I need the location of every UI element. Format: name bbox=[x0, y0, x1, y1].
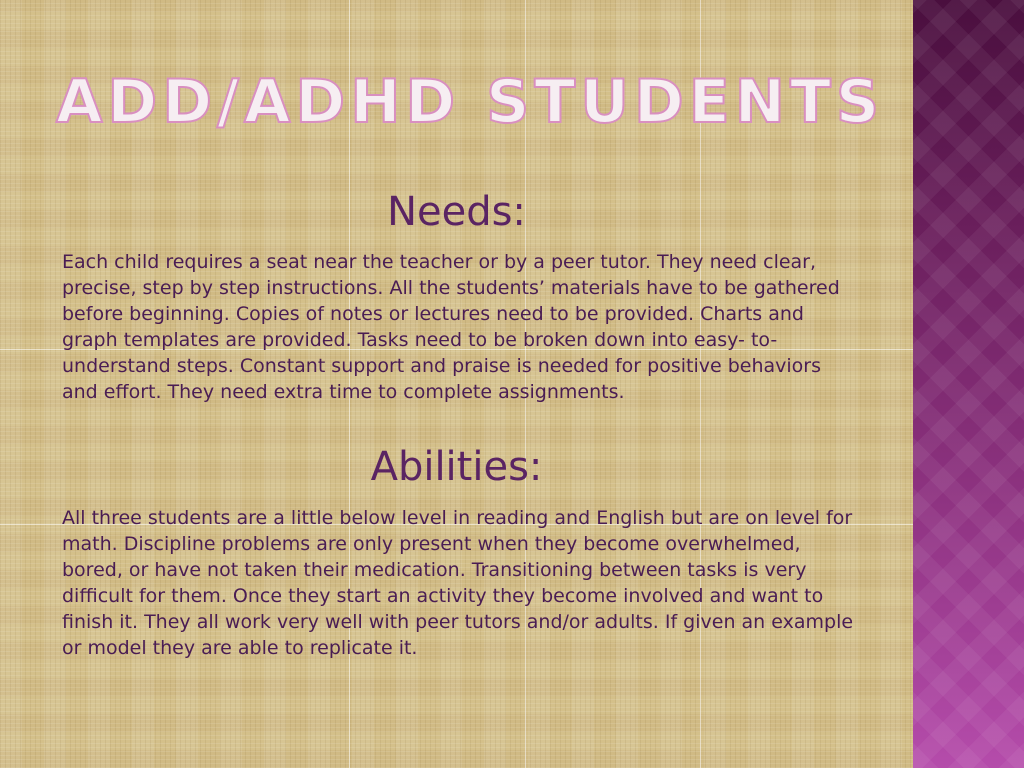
needs-heading: Needs: bbox=[387, 189, 526, 235]
abilities-heading: Abilities: bbox=[370, 444, 543, 490]
slide-title: ADD/ADHD STUDENTS bbox=[56, 67, 885, 137]
decorative-side-band bbox=[913, 0, 1024, 768]
needs-paragraph: Each child requires a seat near the teacher or by a peer tutor. They need clear, precise, step by step instructions. All the students’ materials have to be gathered before beginning. Copies of notes or lectures need to be provided. Charts and graph templates are provided. Tasks need to be broken down into easy- to- understand steps. Constant support and praise is needed for positive behaviors and effort. They need extra time to complete assignments. bbox=[62, 251, 840, 403]
abilities-paragraph: All three students are a little below level in reading and English but are on level for math. Discipline problems are only present when they become overwhelmed, bored, or have not taken their medication. Transitioning between tasks is very difficult for them. Once they start an activity they become involved and want to finish it. They all work very well with peer tutors and/or adults. If given an example or model they are able to replicate it. bbox=[62, 507, 854, 659]
